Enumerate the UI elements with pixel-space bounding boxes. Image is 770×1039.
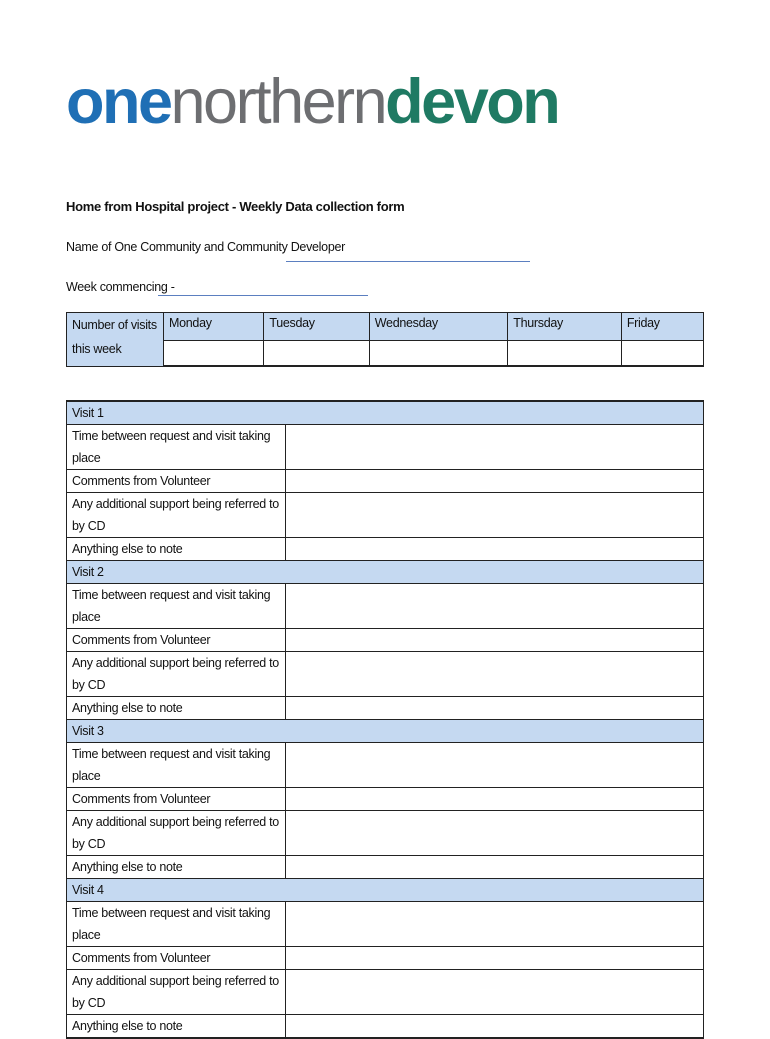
question-label: Time between request and visit taking place [67,743,286,788]
visit-header-row [67,401,704,425]
question-label: Time between request and visit taking place [67,584,286,629]
week-commencing-field[interactable] [158,295,368,296]
answer-cell[interactable] [286,697,704,720]
table-row [67,856,704,879]
table-row [67,425,704,470]
table-row [67,788,704,811]
tuesday-visits-cell[interactable] [264,341,369,367]
table-row [67,970,704,1015]
weekly-visits-table [66,312,704,367]
answer-cell[interactable] [286,652,704,697]
question-label: Any additional support being referred to by CD [67,811,286,856]
answer-cell[interactable] [286,493,704,538]
visit-4-header: Visit 4 [67,879,704,902]
question-label: Time between request and visit taking place [67,902,286,947]
answer-cell[interactable] [286,584,704,629]
logo-one: one [66,67,171,137]
visits-this-week-label: Number of visits this week [67,313,164,367]
logo-northern: northern [170,67,386,137]
table-row [67,584,704,629]
table-row [67,697,704,720]
form-title: Home from Hospital project - Weekly Data collection form [66,199,405,214]
question-label: Comments from Volunteer [67,788,286,811]
day-header-tuesday: Tuesday [264,313,369,341]
table-row [67,629,704,652]
day-header-monday: Monday [164,313,264,341]
visit-3-header: Visit 3 [67,720,704,743]
question-label: Any additional support being referred to by CD [67,652,286,697]
logo-devon: devon [385,67,559,137]
week-commencing-label: Week commencing - [66,280,175,294]
visit-header-row [67,561,704,584]
wednesday-visits-cell[interactable] [369,341,508,367]
question-label: Comments from Volunteer [67,470,286,493]
table-row [67,1015,704,1039]
question-label: Comments from Volunteer [67,947,286,970]
visit-1-header: Visit 1 [67,401,704,425]
answer-cell[interactable] [286,538,704,561]
answer-cell[interactable] [286,470,704,493]
visit-header-row [67,879,704,902]
visit-header-row [67,720,704,743]
table-row [67,811,704,856]
answer-cell[interactable] [286,970,704,1015]
answer-cell[interactable] [286,856,704,879]
logo [66,62,558,142]
friday-visits-cell[interactable] [621,341,703,367]
answer-cell[interactable] [286,1015,704,1039]
day-header-thursday: Thursday [508,313,622,341]
thursday-visits-cell[interactable] [508,341,622,367]
answer-cell[interactable] [286,811,704,856]
answer-cell[interactable] [286,743,704,788]
answer-cell[interactable] [286,947,704,970]
question-label: Time between request and visit taking place [67,425,286,470]
table-row [67,652,704,697]
answer-cell[interactable] [286,425,704,470]
visits-table [66,400,704,1039]
question-label: Anything else to note [67,697,286,720]
table-row [67,902,704,947]
question-label: Anything else to note [67,1015,286,1039]
developer-label: Name of One Community and Community Developer [66,240,345,254]
developer-field[interactable] [286,261,530,262]
table-row [67,538,704,561]
table-row [67,743,704,788]
answer-cell[interactable] [286,788,704,811]
question-label: Comments from Volunteer [67,629,286,652]
question-label: Any additional support being referred to by CD [67,493,286,538]
answer-cell[interactable] [286,629,704,652]
answer-cell[interactable] [286,902,704,947]
table-row [67,493,704,538]
table-row [67,470,704,493]
question-label: Anything else to note [67,538,286,561]
monday-visits-cell[interactable] [164,341,264,367]
day-header-wednesday: Wednesday [369,313,508,341]
visit-2-header: Visit 2 [67,561,704,584]
question-label: Any additional support being referred to by CD [67,970,286,1015]
question-label: Anything else to note [67,856,286,879]
table-row [67,947,704,970]
day-header-friday: Friday [621,313,703,341]
